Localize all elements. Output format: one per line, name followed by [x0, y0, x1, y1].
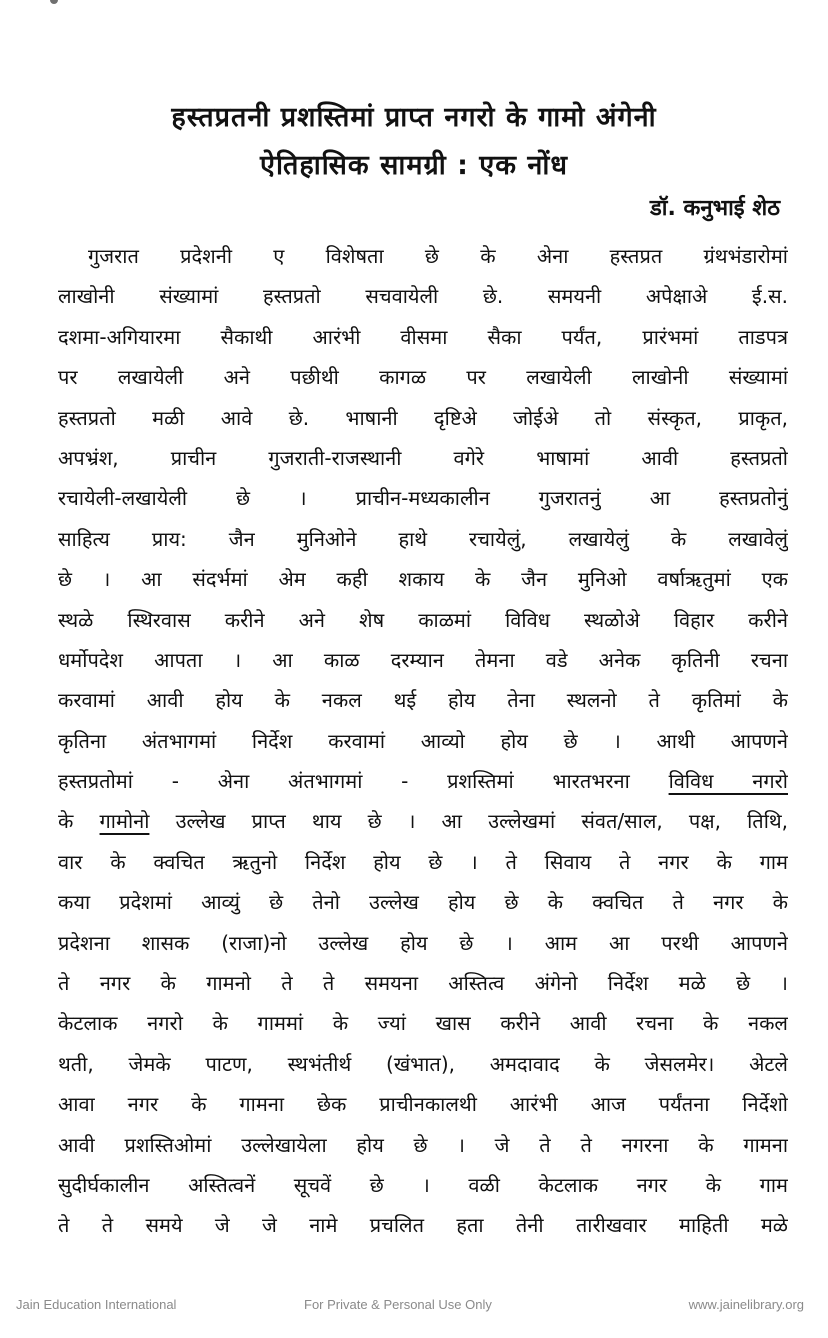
- body-line: अपभ्रंश, प्राचीन गुजराती-राजस्थानी वगेरे भाषामां आवी हस्तप्रतो: [58, 445, 788, 470]
- body-line: प्रदेशना शासक (राजा)नो उल्लेख होय छे । आम आ परथी आपणने: [58, 930, 788, 955]
- article-title-line-1: हस्तप्रतनी प्रशस्तिमां प्राप्त नगरो के गामो अंगेनी: [171, 102, 657, 133]
- body-line: कया प्रदेशमां आव्युं छे तेनो उल्लेख होय छे के क्वचित ते नगर के: [58, 890, 788, 915]
- footer-website-link[interactable]: www.jainelibrary.org: [688, 1297, 804, 1312]
- underlined-word: गामोनो: [99, 809, 150, 834]
- scan-mark: [50, 0, 58, 4]
- page-footer: [0, 1297, 828, 1317]
- underlined-phrase: विविध नगरो: [668, 769, 788, 794]
- article-body: [58, 236, 788, 1246]
- body-text-segment: के: [58, 809, 74, 834]
- body-line: छे । आ संदर्भमां अेम कही शकाय के जैन मुनिओ वर्षाऋतुमां एक: [58, 567, 788, 592]
- body-line: धर्मोपदेश आपता । आ काळ दरम्यान तेमना वडे अनेक कृतिनी रचना: [58, 647, 788, 672]
- body-line: रचायेली-लखायेली छे । प्राचीन-मध्यकालीन गुजरातनुं आ हस्तप्रतोनुं: [58, 486, 788, 511]
- footer-publisher: Jain Education International: [16, 1297, 177, 1312]
- body-line: [58, 801, 788, 841]
- article-title-line-2: ऐतिहासिक सामग्री : एक नोंध: [260, 150, 568, 181]
- body-line: आवा नगर के गामना छेक प्राचीनकालथी आरंभी आज पर्यंतना निर्देशो: [58, 1092, 788, 1117]
- body-line: पर लखायेली अने पछीथी कागळ पर लखायेली लाखोनी संख्यामां: [58, 365, 788, 390]
- body-line: गुजरात प्रदेशनी ए विशेषता छे के अेना हस्तप्रत ग्रंथभंडारोमां: [88, 244, 788, 268]
- body-line: स्थळे स्थिरवास करीने अने शेष काळमां विविध स्थळोअे विहार करीने: [58, 607, 788, 632]
- body-line: लाखोनी संख्यामां हस्तप्रतो सचवायेली छे. समयनी अपेक्षाअे ई.स.: [58, 284, 788, 309]
- body-line: दशमा-अगियारमा सैकाथी आरंभी वीसमा सैका पर्यंत, प्रारंभमां ताडपत्र: [58, 324, 788, 349]
- body-line: साहित्य प्राय: जैन मुनिओने हाथे रचायेलुं, लखायेलुं के लखावेलुं: [58, 526, 788, 551]
- body-text-segment: उल्लेख प्राप्त थाय छे । आ उल्लेखमां संवत/साल, पक्ष, तिथि,: [175, 809, 788, 834]
- body-line: कृतिना अंतभागमां निर्देश करवामां आव्यो होय छे । आथी आपणने: [58, 728, 788, 753]
- body-line: सुदीर्घकालीन अस्तित्वनें सूचवें छे । वळी केटलाक नगर के गाम: [58, 1172, 788, 1197]
- body-line: आवी प्रशस्तिओमां उल्लेखायेला होय छे । जे ते ते नगरना के गामना: [58, 1132, 788, 1157]
- body-line: वार के क्वचित ऋतुनो निर्देश होय छे । ते सिवाय ते नगर के गाम: [58, 849, 788, 874]
- body-text-segment: हस्तप्रतोमां - अेना अंतभागमां - प्रशस्तिमां भारतभरना: [58, 769, 630, 794]
- body-line: [58, 761, 788, 801]
- body-line: थती, जेमके पाटण, स्थभंतीर्थ (खंभात), अमदावाद के जेसलमेर। अेटले: [58, 1051, 788, 1076]
- body-line: हस्तप्रतो मळी आवे छे. भाषानी दृष्टिअे जोईअे तो संस्कृत, प्राकृत,: [58, 405, 788, 430]
- body-line: ते ते समये जे जे नामे प्रचलित हता तेनी तारीखवार माहिती मळे: [58, 1213, 788, 1238]
- body-line: करवामां आवी होय के नकल थई होय तेना स्थलनो ते कृतिमां के: [58, 688, 788, 713]
- footer-usage-note: For Private & Personal Use Only: [304, 1297, 492, 1312]
- body-line: ते नगर के गामनो ते ते समयना अस्तित्व अंगेनो निर्देश मळे छे ।: [58, 971, 788, 996]
- body-line: केटलाक नगरो के गाममां के ज्यां खास करीने आवी रचना के नकल: [58, 1011, 788, 1036]
- author-name: डॉ. कनुभाई शेठ: [650, 196, 780, 221]
